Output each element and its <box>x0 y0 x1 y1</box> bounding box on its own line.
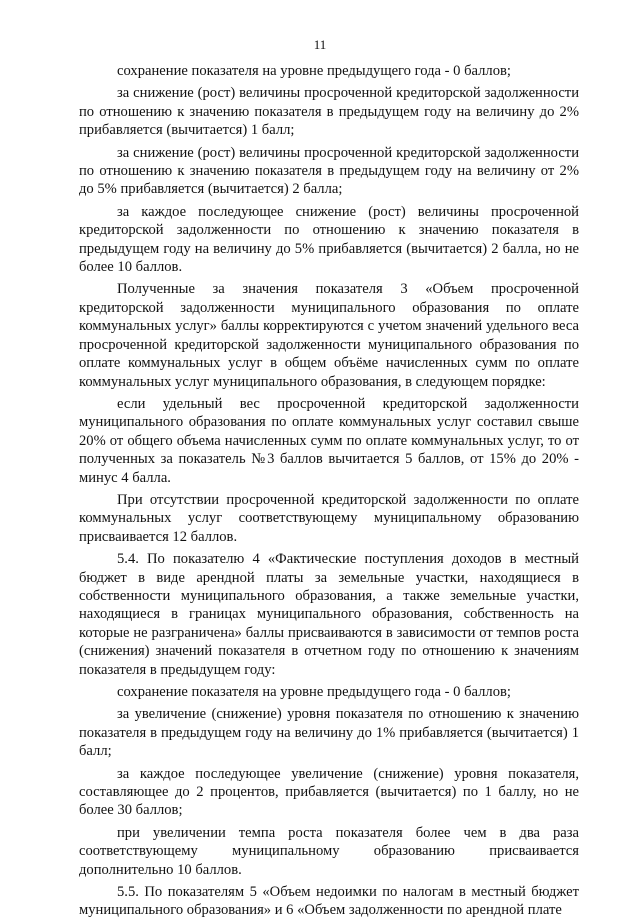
paragraph: сохранение показателя на уровне предыдущего года - 0 баллов; <box>117 684 511 700</box>
paragraph: сохранение показателя на уровне предыдущего года - 0 баллов; <box>117 63 511 79</box>
paragraph: При отсутствии просроченной кредиторской задолженности по оплате коммунальных услуг соответствующему муниципальному образованию присваивается 12 баллов. <box>79 491 579 545</box>
paragraph: при увеличении темпа роста показателя более чем в два раза соответствующему муниципальному образованию присваивается дополнительно 10 баллов. <box>79 824 579 878</box>
paragraph: за снижение (рост) величины просроченной кредиторской задолженности по отношению к значению показателя в предыдущем году на величину от 2% до 5% прибавляется (вычитается) 2 балла; <box>79 144 579 198</box>
paragraph: за каждое последующее снижение (рост) величины просроченной кредиторской задолженности по отношению к значению показателя в предыдущем году на величину до 5% прибавляется (вычитается) 2 балла, но не более 10 баллов. <box>79 203 579 276</box>
paragraph: если удельный вес просроченной кредиторской задолженности муниципального образования по оплате коммунальных услуг составил свыше 20% от общего объема начисленных сумм по оплате коммунальных услуг, то от полученных за показатель №3 баллов вычитается 5 баллов, от 15% до 20% - минус 4 балла. <box>79 395 579 486</box>
paragraph: 5.5. По показателям 5 «Объем недоимки по налогам в местный бюджет муниципального образования» и 6 «Объем задолженности по арендной плате <box>79 884 579 919</box>
paragraph: за каждое последующее увеличение (снижение) уровня показателя, составляющее до 2 процентов, прибавляется (вычитается) по 1 баллу, но не более 30 баллов; <box>79 765 579 819</box>
page-number: 11 <box>313 37 327 52</box>
paragraph: 5.4. По показателю 4 «Фактические поступления доходов в местный бюджет в виде арендной платы за земельные участки, находящиеся в собственности муниципального образования, а также земельные участки, находящиеся в границах муниципального образования, собственность на которые не разграничена» баллы присваиваются в зависимости от темпов роста (снижения) значений показателя в отчетном году по отношению к значениям показателя в предыдущем году: <box>79 551 579 678</box>
document-body <box>79 62 579 920</box>
paragraph: за увеличение (снижение) уровня показателя по отношению к значению показателя в предыдущем году на величину до 1% прибавляется (вычитается) 1 балл; <box>79 706 579 760</box>
paragraph: за снижение (рост) величины просроченной кредиторской задолженности по отношению к значению показателя в предыдущем году на величину до 2% прибавляется (вычитается) 1 балл; <box>79 85 579 139</box>
paragraph: Полученные за значения показателя 3 «Объем просроченной кредиторской задолженности муниципального образования по оплате коммунальных услуг» баллы корректируются с учетом значений удельного веса просроченной кредиторской задолженности муниципального образования по оплате коммунальных услуг в общем объёме начисленных сумм по оплате коммунальных услуг муниципального образования, в следующем порядке: <box>79 281 579 390</box>
